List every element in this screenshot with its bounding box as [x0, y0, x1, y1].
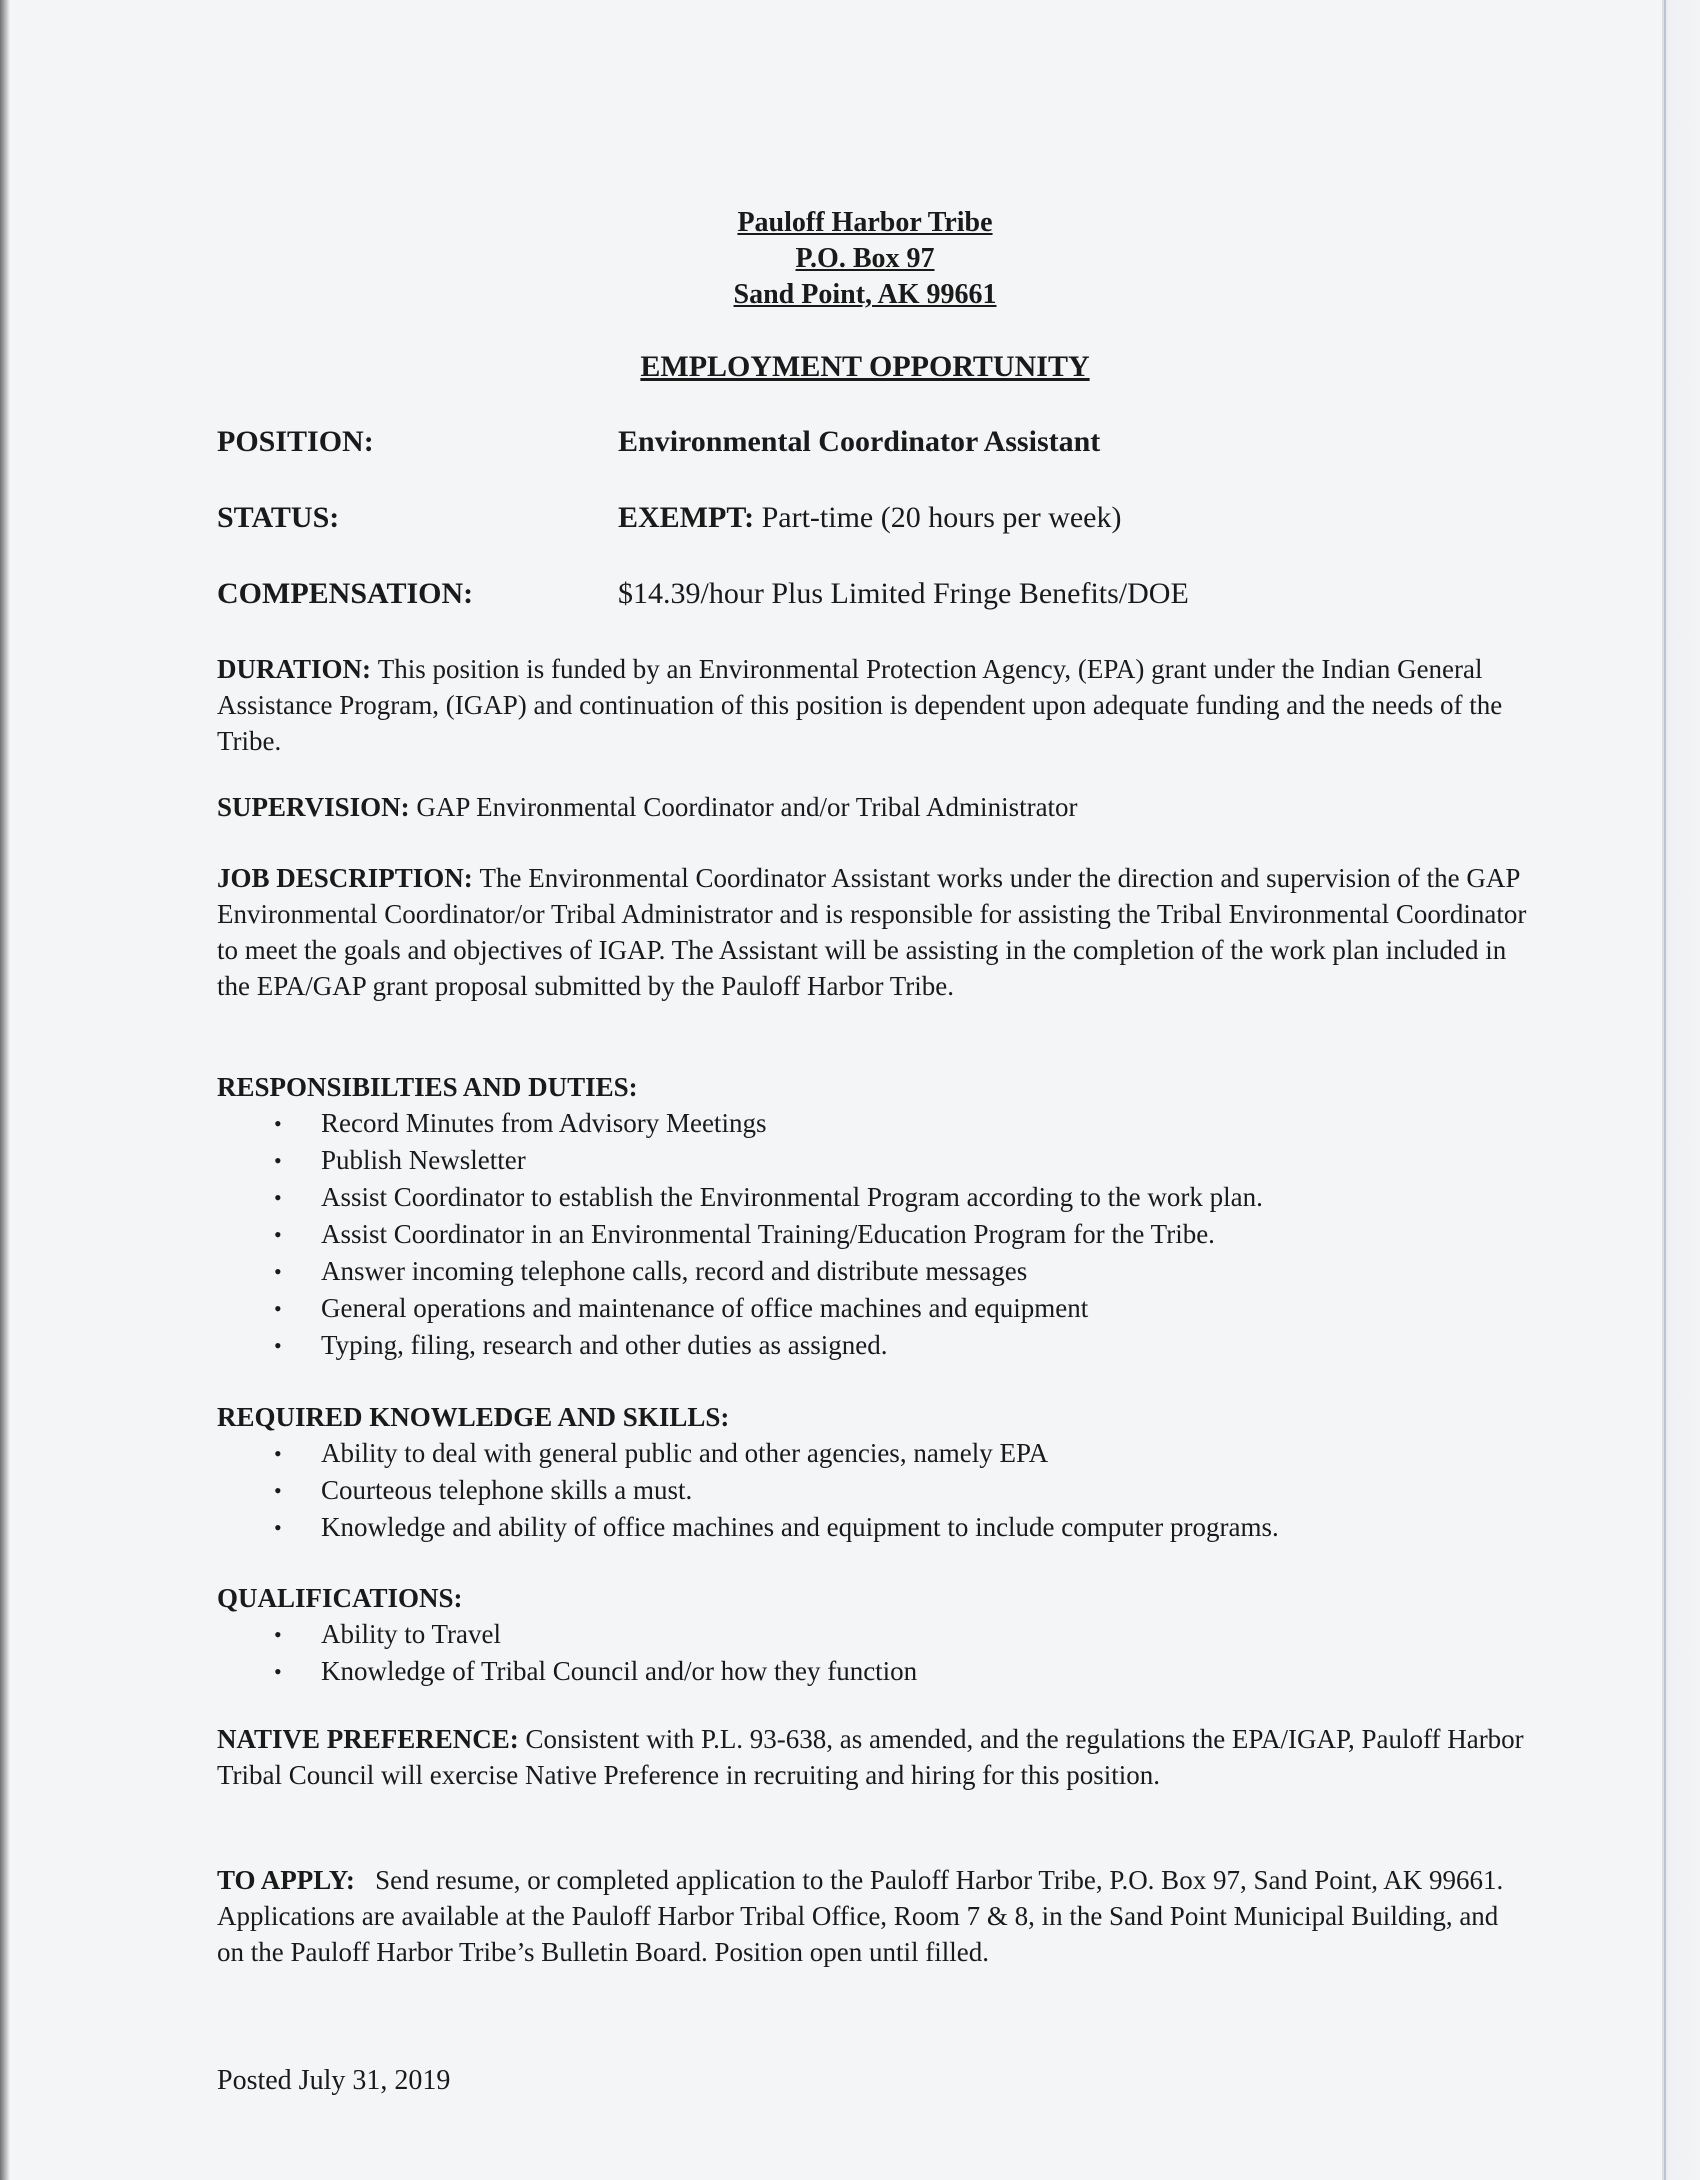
native-preference-text: Consistent with P.L. 93-638, as amended, and the regulations the EPA/IGAP, Pauloff Harbor Tribal Council will exercise Native Preference in recruiting and hiring for this position. — [217, 1724, 1524, 1790]
compensation-label: COMPENSATION: — [217, 577, 474, 610]
letterhead — [0, 205, 1662, 313]
list-item — [217, 1253, 1532, 1290]
list-item — [217, 1216, 1532, 1253]
org-name: Pauloff Harbor Tribe — [737, 207, 993, 238]
list-item — [217, 1616, 1532, 1653]
duration-text: This position is funded by an Environmental Protection Agency, (EPA) grant under the Indian General Assistance Program, (IGAP) and continuation of this position is dependent upon adequate funding and the needs of the Tribe. — [217, 654, 1503, 756]
to-apply-label: TO APPLY: — [217, 1865, 355, 1895]
knowledge-list — [217, 1435, 1532, 1546]
qualifications-heading: QUALIFICATIONS: — [217, 1583, 463, 1613]
job-description-section — [217, 860, 1532, 1004]
title-text: EMPLOYMENT OPPORTUNITY — [640, 350, 1090, 383]
bullet-icon: • — [274, 1478, 282, 1503]
bullet-icon: • — [274, 1515, 282, 1540]
list-item-text: Assist Coordinator to establish the Environmental Program according to the work plan. — [321, 1182, 1263, 1212]
po-box: P.O. Box 97 — [795, 243, 935, 274]
bullet-icon: • — [274, 1296, 282, 1321]
list-item — [217, 1179, 1532, 1216]
scan-right-margin — [1662, 0, 1700, 2180]
document-title — [0, 350, 1662, 384]
to-apply-section — [217, 1862, 1532, 1970]
list-item-text: General operations and maintenance of office machines and equipment — [321, 1293, 1089, 1323]
duration-section — [217, 651, 1532, 759]
list-item — [217, 1435, 1532, 1472]
responsibilities-list — [217, 1105, 1532, 1364]
scan-edge-line — [1664, 0, 1666, 2180]
list-item-text: Ability to Travel — [321, 1619, 502, 1649]
knowledge-heading: REQUIRED KNOWLEDGE AND SKILLS: — [217, 1402, 730, 1432]
responsibilities-section — [217, 1069, 1532, 1364]
supervision-section — [217, 789, 1532, 825]
to-apply-text: Send resume, or completed application to the Pauloff Harbor Tribe, P.O. Box 97, Sand Point, AK 99661. Applications are available at the Pauloff Harbor Tribal Office, Room 7 & 8, in the Sand Point Municipal Building, and on the Pauloff Harbor Tribe’s Bulletin Board. Position open until filled. — [217, 1865, 1504, 1967]
list-item-text: Record Minutes from Advisory Meetings — [321, 1108, 767, 1138]
responsibilities-heading: RESPONSIBILTIES AND DUTIES: — [217, 1072, 638, 1102]
list-item-text: Publish Newsletter — [321, 1145, 526, 1175]
scan-edge-shadow — [0, 0, 10, 2180]
list-item — [217, 1142, 1532, 1179]
compensation-value: $14.39/hour Plus Limited Fringe Benefits/DOE — [618, 577, 1189, 610]
list-item — [217, 1290, 1532, 1327]
bullet-icon: • — [274, 1333, 282, 1358]
list-item-text: Knowledge of Tribal Council and/or how they function — [321, 1656, 918, 1686]
status-value — [618, 501, 1122, 535]
job-description-text: The Environmental Coordinator Assistant works under the direction and supervision of the GAP Environmental Coordinator/or Tribal Administrator and is responsible for assisting the Tribal Environmental Coordinator to meet the goals and objectives of IGAP. The Assistant will be assisting in the completion of the work plan included in the EPA/GAP grant proposal submitted by the Pauloff Harbor Tribe. — [217, 863, 1527, 1001]
bullet-icon: • — [274, 1259, 282, 1284]
status-detail: Part-time (20 hours per week) — [754, 501, 1122, 534]
bullet-icon: • — [274, 1111, 282, 1136]
bullet-icon: • — [274, 1222, 282, 1247]
native-preference-section — [217, 1721, 1532, 1793]
position-value: Environmental Coordinator Assistant — [618, 425, 1101, 458]
supervision-text: GAP Environmental Coordinator and/or Tribal Administrator — [416, 792, 1078, 822]
list-item — [217, 1653, 1532, 1690]
city-state: Sand Point, AK 99661 — [733, 279, 997, 310]
knowledge-section — [217, 1399, 1532, 1546]
list-item-text: Ability to deal with general public and other agencies, namely EPA — [321, 1438, 1049, 1468]
list-item-text: Typing, filing, research and other duties as assigned. — [321, 1330, 888, 1360]
bullet-icon: • — [274, 1148, 282, 1173]
status-label: STATUS: — [217, 501, 340, 534]
bullet-icon: • — [274, 1441, 282, 1466]
position-label: POSITION: — [217, 425, 374, 458]
job-description-label: JOB DESCRIPTION: — [217, 863, 473, 893]
city-state-line — [0, 277, 1662, 313]
status-exempt: EXEMPT: — [618, 501, 755, 534]
qualifications-list — [217, 1616, 1532, 1690]
po-box-line — [0, 241, 1662, 277]
org-name-line — [0, 205, 1662, 241]
list-item-text: Answer incoming telephone calls, record and distribute messages — [321, 1256, 1028, 1286]
qualifications-section — [217, 1580, 1532, 1690]
list-item-text: Knowledge and ability of office machines and equipment to include computer programs. — [321, 1512, 1279, 1542]
list-item — [217, 1105, 1532, 1142]
list-item-text: Courteous telephone skills a must. — [321, 1475, 693, 1505]
duration-label: DURATION: — [217, 654, 371, 684]
list-item — [217, 1327, 1532, 1364]
native-preference-label: NATIVE PREFERENCE: — [217, 1724, 519, 1754]
posted-date: Posted July 31, 2019 — [217, 2065, 451, 2096]
bullet-icon: • — [274, 1185, 282, 1210]
supervision-label: SUPERVISION: — [217, 792, 410, 822]
list-item-text: Assist Coordinator in an Environmental Training/Education Program for the Tribe. — [321, 1219, 1215, 1249]
list-item — [217, 1509, 1532, 1546]
list-item — [217, 1472, 1532, 1509]
bullet-icon: • — [274, 1622, 282, 1647]
bullet-icon: • — [274, 1659, 282, 1684]
